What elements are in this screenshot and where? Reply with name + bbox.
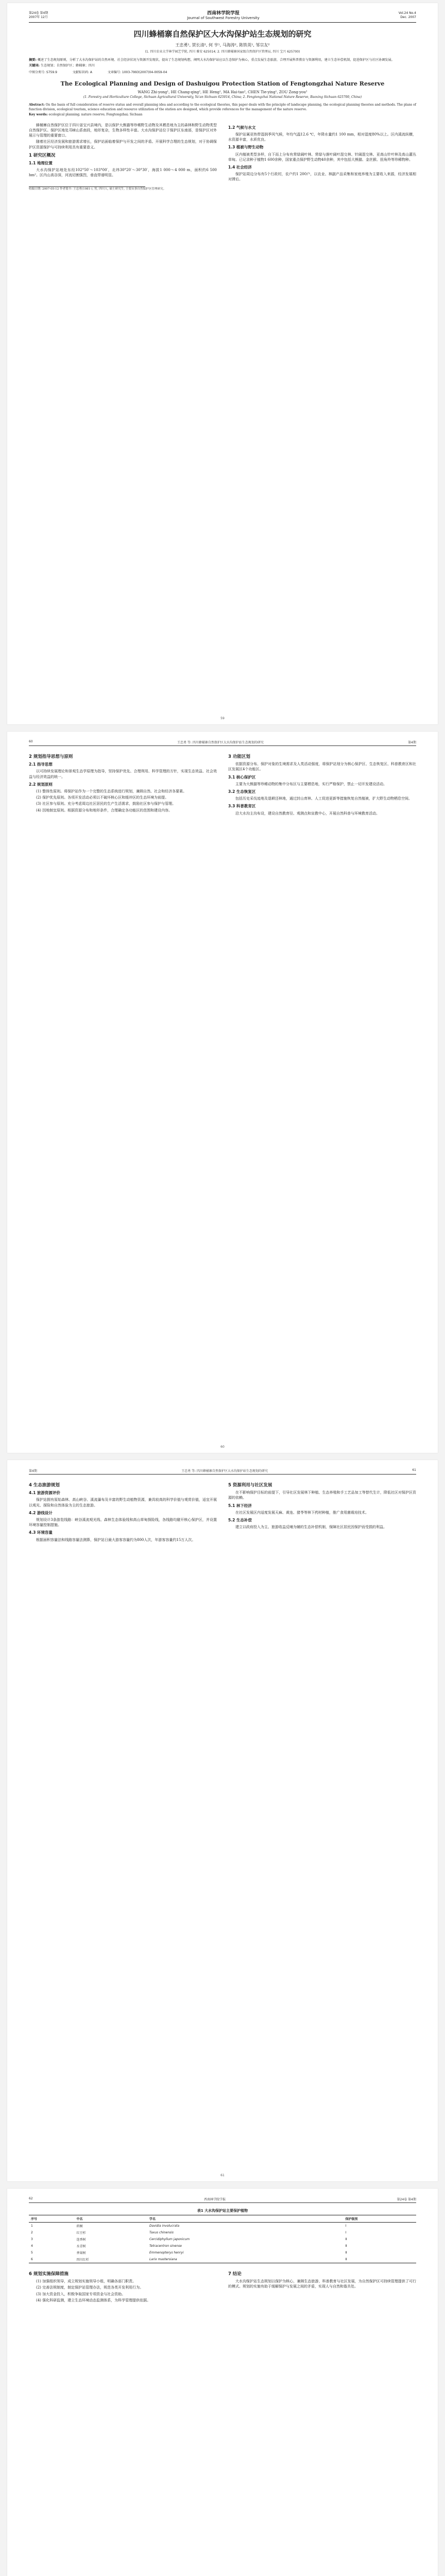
section-heading: 6 规划实施保障措施 — [29, 2272, 69, 2277]
body-paragraph: 大水沟保护站生态规划以保护为核心，兼顾生态旅游、科普教育与社区发展，为自然保护区可持续管理提供了可行的模式。规划的实施有助于缓解保护与发展之间的矛盾，实现人与自然和谐共处。 — [228, 2279, 416, 2289]
body-paragraph: 包括历史采伐迹地及退耕还林地，通过封山育林、人工促进更新等措施恢复自然植被，扩大野生动物栖息空间。 — [235, 796, 412, 801]
table-caption: 表1 大水沟保护站主要保护植物 — [197, 2209, 248, 2213]
page-2 — [7, 732, 438, 1453]
body-paragraph: (4) 强化科研监测，建立生态环境动态监测体系，为科学管理提供依据。 — [36, 2298, 151, 2302]
section-heading: 2 规划指导思想与原则 — [29, 754, 73, 759]
page-1 — [7, 3, 438, 724]
table-cell: Larix mastersiana — [147, 2256, 344, 2263]
subsection-heading: 1.2 气候与水文 — [228, 125, 256, 130]
body-paragraph: 保护站属亚热带湿润季风气候，年均气温12.6 ℃，年降水量约1 100 mm，相对湿度80%以上。区内溪流纵横，水资源丰富，水质优良。 — [228, 132, 416, 142]
table-body — [29, 2223, 416, 2263]
left-column — [29, 2268, 217, 2304]
body-paragraph: (1) 加强组织领导，成立规划实施领导小组，明确各部门职责。 — [36, 2279, 136, 2284]
keywords-en — [29, 113, 416, 117]
keywords-en-label: Key words: — [29, 113, 48, 117]
protected-plants-table — [29, 2208, 416, 2263]
abstract-en — [29, 103, 416, 112]
article-number: 文章编号: 1003-7993(2007)04-0059-04 — [107, 71, 167, 74]
table-cell: 1 — [31, 2224, 33, 2228]
table-cell: Ⅱ — [345, 2238, 347, 2241]
table-cell: Davidia involucrata — [149, 2224, 180, 2228]
section-heading: 4 生态旅游规划 — [29, 1483, 60, 1488]
running-head — [29, 740, 416, 746]
abstract-en-text: On the basis of full consideration of reserve status and overall planning idea and according to the ecological theories, this paper deals with the principle of landscape planning, the ecological planning theories and methods. The plans of function division, ecological tourism, science education and resource utilization of the station are designed, which provide references for the management of the nature reserve. — [29, 103, 416, 111]
table-row — [29, 2256, 416, 2263]
table-cell: Taxus chinensis — [149, 2231, 174, 2234]
date-cn: 2007年 12月 — [29, 15, 48, 19]
volume-cn: 第24卷 第4期 — [29, 11, 48, 15]
table-cell: 6 — [29, 2256, 74, 2263]
page-number: 61 — [220, 2174, 225, 2177]
table-cell: 水青树 — [76, 2245, 86, 2248]
running-head-journal: 西南林学院学报 — [204, 2198, 226, 2201]
page-number: 60 — [220, 1445, 225, 1449]
body-paragraph: (4) 因地制宜原则。根据资源分布和地形条件，合理确定各功能区的范围和建设内容。 — [36, 808, 173, 812]
table-header-cell: 学名 — [147, 2215, 344, 2223]
table-cell: Cercidiphyllum japonicum — [149, 2238, 190, 2241]
table-cell: 2 — [31, 2231, 33, 2234]
table-cell: Ⅰ — [345, 2224, 347, 2228]
footnote: 收稿日期: 2007-05-12 作者简介: 王忠勇(1981-), 男, 四川人, 硕士研究生, 主要从事自然保护区管理研究。 — [29, 187, 166, 191]
table-cell: 香果树 — [76, 2251, 86, 2255]
doc-code: 文献标识码: A — [72, 71, 92, 74]
table-cell: Emmenopterys henryi — [149, 2251, 184, 2255]
body-paragraph: 蜂桶寨自然保护区位于四川省宝兴县境内，是以保护大熊猫等珍稀野生动物及其栖息地为主的森林和野生动物类型自然保护区。保护区地处邛崃山系南段，地形复杂，生物多样性丰富。大水沟保护站位于保护区东南部，是保护区对外展示与管理的重要窗口。 — [29, 123, 217, 138]
table-row — [29, 2249, 416, 2256]
keywords-cn — [29, 63, 416, 68]
keywords-text: 生态规划；自然保护区；蜂桶寨；四川 — [40, 64, 95, 67]
authors-cn: 王忠勇¹, 贺长清², 何 亨¹, 马海涛², 陈铁英¹, 邹宗友² — [175, 43, 270, 47]
subsection-heading: 3.1 核心保护区 — [228, 774, 256, 779]
right-column — [228, 2268, 416, 2304]
abstract-label: 摘要: — [29, 58, 37, 62]
abstract-en-label: Abstract: — [29, 103, 45, 107]
affiliations-cn: (1. 四川农业大学林学园艺学院, 四川 雅安 625014; 2. 四川蜂桶寨国家级自然保护区管理局, 四川 宝兴 625700) — [145, 50, 300, 54]
running-head-page: 62 — [29, 2197, 33, 2200]
journal-header — [29, 11, 416, 23]
keywords-label: 关键词: — [29, 64, 40, 67]
body-columns — [29, 751, 416, 817]
body-paragraph: 随着社区经济发展和旅游需求增长，保护站面临着保护与开发之间的矛盾。开展科学合理的生态规划，对于协调保护区资源保护与可持续利用具有重要意义。 — [29, 140, 217, 149]
table-header-row — [29, 2215, 416, 2223]
subsection-heading: 1.4 社会经济 — [228, 165, 252, 170]
table-cell: 红豆杉 — [76, 2231, 86, 2235]
running-head-title: 王忠勇 等: 四川蜂桶寨自然保护区大水沟保护站生态规划的研究 — [181, 1469, 268, 1473]
date-en: Dec. 2007 — [400, 15, 416, 19]
table-header-cell: 序号 — [29, 2215, 74, 2223]
table-cell: Ⅱ — [345, 2251, 347, 2255]
subsection-heading: 1.1 地理位置 — [29, 161, 53, 165]
body-paragraph: (3) 加大资金投入，积极争取国家专项资金与社会资助。 — [36, 2292, 126, 2296]
subsection-heading: 1.3 植被与野生动物 — [228, 145, 264, 150]
body-paragraph: 保护站周边分布有5个行政村，农户约1 200户，以农业、林副产品采集和家庭养殖为主要收入来源，经济发展相对滞后。 — [228, 172, 416, 182]
body-paragraph: (3) 社区参与原则。充分考虑周边社区居民的生产生活需求，鼓励社区参与保护与管理。 — [36, 802, 176, 806]
body-columns — [29, 123, 416, 183]
subsection-heading: 3.3 科普教育区 — [228, 804, 256, 809]
running-head-page: 60 — [29, 740, 33, 743]
article-title-en: The Ecological Planning and Design of Dashuigou Protection Station of Fengtongzhai Nature Reserve — [60, 80, 385, 87]
left-column — [29, 751, 217, 817]
running-head-volume: 第24卷 第4期 — [397, 2198, 416, 2201]
subsection-heading: 2.1 指导思想 — [29, 762, 53, 767]
table-cell: 4 — [31, 2244, 33, 2248]
table-cell: Ⅱ — [345, 2244, 347, 2248]
table-row — [29, 2243, 416, 2249]
table-cell: Ⅱ — [343, 2256, 416, 2263]
left-column — [29, 1480, 217, 1544]
table-cell: Ⅰ — [345, 2231, 347, 2234]
running-head — [29, 1468, 416, 1475]
body-paragraph: (2) 完善法规制度，制定保护站管理办法，规范各类开发利用行为。 — [36, 2285, 144, 2290]
table-header-cell: 中名 — [74, 2215, 147, 2223]
body-paragraph: 大水沟保护站地处东经102°50′～103°00′，北纬30°20′～30°30′，海拔1 000～4 000 m，面积约6 500 hm²。区内山高谷深，河流切割强烈，垂直带谱明显。 — [29, 168, 217, 178]
abstract-cn — [29, 58, 416, 62]
body-columns — [29, 1480, 416, 1544]
subsection-heading: 4.3 环境容量 — [29, 1530, 53, 1535]
section-heading: 5 资源利用与社区发展 — [228, 1483, 272, 1488]
body-paragraph: 以可持续发展理论和景观生态学原理为指导，坚持保护优先、合理利用、科学管理的方针，实现生态效益、社会效益与经济效益的统一。 — [29, 769, 217, 779]
table-row — [29, 2229, 416, 2236]
table-header-cell: 保护级别 — [343, 2215, 416, 2223]
subsection-heading: 5.2 生态补偿 — [228, 1518, 252, 1523]
journal-title-cn: 西南林学院学报 — [207, 11, 240, 16]
body-paragraph: 沿大水沟主沟布设，建设自然教育径、观测点和宣教中心，开展自然科普与环境教育活动。 — [235, 811, 380, 816]
body-paragraph: 根据面积容量法和线路容量法测算，保护站日最大游客容量约为800人次，年游客容量约15万人次。 — [36, 1537, 196, 1542]
clc-number: 中图分类号: S759.9 — [29, 71, 57, 74]
body-paragraph: 建立以政府投入为主、旅游收益反哺为辅的生态补偿机制，保障社区居民因保护而受损的利益。 — [235, 1525, 387, 1530]
table-cell: 珙桐 — [76, 2225, 83, 2228]
body-paragraph: (1) 整体性原则。将保护站作为一个完整的生态系统进行规划，兼顾自然、社会和经济各要素。 — [36, 789, 187, 794]
body-columns — [29, 2268, 416, 2304]
subsection-heading: 5.1 林下经济 — [228, 1503, 252, 1508]
article-title-cn: 四川蜂桶寨自然保护区大水沟保护站生态规划的研究 — [133, 29, 312, 39]
volume-en: Vol.24 No.4 — [398, 11, 416, 15]
section-heading: 3 功能区划 — [228, 754, 250, 759]
table-cell: 四川红杉 — [74, 2256, 147, 2263]
journal-title-en: Journal of Southwest Forestry University — [187, 16, 260, 20]
subsection-heading: 4.2 游线设计 — [29, 1510, 53, 1515]
body-paragraph: 依据资源分布、保护对象的生境需求及人类活动强度，将保护站划分为核心保护区、生态恢复区、科普教育区和社区发展区4个功能区。 — [228, 762, 416, 772]
body-paragraph: 在不影响保护目标的前提下，引导社区发展林下种植、生态养殖和手工艺品加工等替代生计，降低社区对保护区资源的依赖。 — [228, 1490, 416, 1500]
body-paragraph: 主要为大熊猫等珍稀动物的集中分布区与主要栖息地，实行严格保护，禁止一切开发建设活动。 — [235, 782, 387, 786]
body-paragraph: 区内植被类型多样，自下而上分布有常绿阔叶林、常绿与落叶阔叶混交林、针阔混交林、亚高山针叶林及高山灌丛草甸。已记录种子植物1 600余种，国家重点保护野生动物40余种，其中包括大熊猫、金丝猴、扭角羚等珍稀物种。 — [228, 152, 416, 162]
table-cell: 连香树 — [76, 2238, 86, 2242]
running-head — [29, 2197, 416, 2203]
running-head-issue: 第4期 — [408, 741, 416, 744]
body-paragraph: 规划设计3条游览线路：峡谷溪流观光线、森林生态体验线和高山草甸探险线，各线路均避开核心保护区，并设置环境容量控制措施。 — [29, 1518, 217, 1528]
keywords-en-text: ecological planning; nature reserve; Fengtongzhai; Sichuan — [48, 113, 143, 117]
subsection-heading: 4.1 旅游资源评价 — [29, 1490, 60, 1496]
table-row — [29, 2236, 416, 2243]
page-4 — [7, 2189, 438, 2576]
table-cell: 3 — [31, 2238, 33, 2241]
running-head-issue: 第4期 — [29, 1469, 37, 1473]
section-heading: 7 结论 — [228, 2272, 242, 2277]
body-paragraph: (2) 保护优先原则。各项开发活动必须以不破坏核心区和缓冲区的生态环境为前提。 — [36, 795, 169, 800]
right-column — [228, 123, 416, 183]
right-column — [228, 751, 416, 817]
table-cell: 5 — [31, 2251, 33, 2255]
table-cell: Tetracentron sinense — [149, 2244, 182, 2248]
body-paragraph: 保护站拥有原始森林、高山峡谷、溪流瀑布及丰富的野生动植物资源，兼具较高的科学价值与观赏价值，适宜开展以观光、探险和自然体验为主的生态旅游。 — [29, 1498, 217, 1507]
abstract-text: 概述了生态规划原则，分析了大水沟保护站的自然环境、社会经济状况与资源开发现状，提出了生态规划构想，阐明大水沟保护站应以生态保护为核心，重点发展生态旅游，合理开展科普教育与资源利用，建立生态补偿机制，促进保护区与社区协调发展。 — [37, 58, 395, 62]
subsection-heading: 2.2 规划原则 — [29, 782, 53, 787]
page-3 — [7, 1460, 438, 2181]
classification-row — [29, 70, 416, 74]
subsection-heading: 3.2 生态恢复区 — [228, 789, 256, 794]
section-heading: 1 研究区概况 — [29, 152, 56, 158]
page-number: 59 — [220, 717, 225, 720]
left-column — [29, 123, 217, 183]
running-head-page: 61 — [412, 1468, 416, 1472]
authors-en: WANG Zhi-yong¹, HE Chang-qing², HE Heng¹, MA Hai-tao², CHEN Tie-ying¹, ZOU Zong-you² — [138, 90, 307, 94]
affiliations-en: (1. Forestry and Horticulture College, Sichuan Agricultural University, Ya'an Sichuan 625014, China; 2. Fengtongzhai National Nature Reserve, Baoxing Sichuan 625700, China) — [83, 95, 362, 99]
right-column — [228, 1480, 416, 1544]
body-paragraph: 在社区发展区内适度发展天麻、黄连、猪苓等林下药材种植，推广食用菌栽培技术。 — [235, 1510, 369, 1515]
table-row — [29, 2223, 416, 2230]
running-head-title: 王忠勇 等: 四川蜂桶寨自然保护区大水沟保护站生态规划的研究 — [177, 741, 264, 744]
